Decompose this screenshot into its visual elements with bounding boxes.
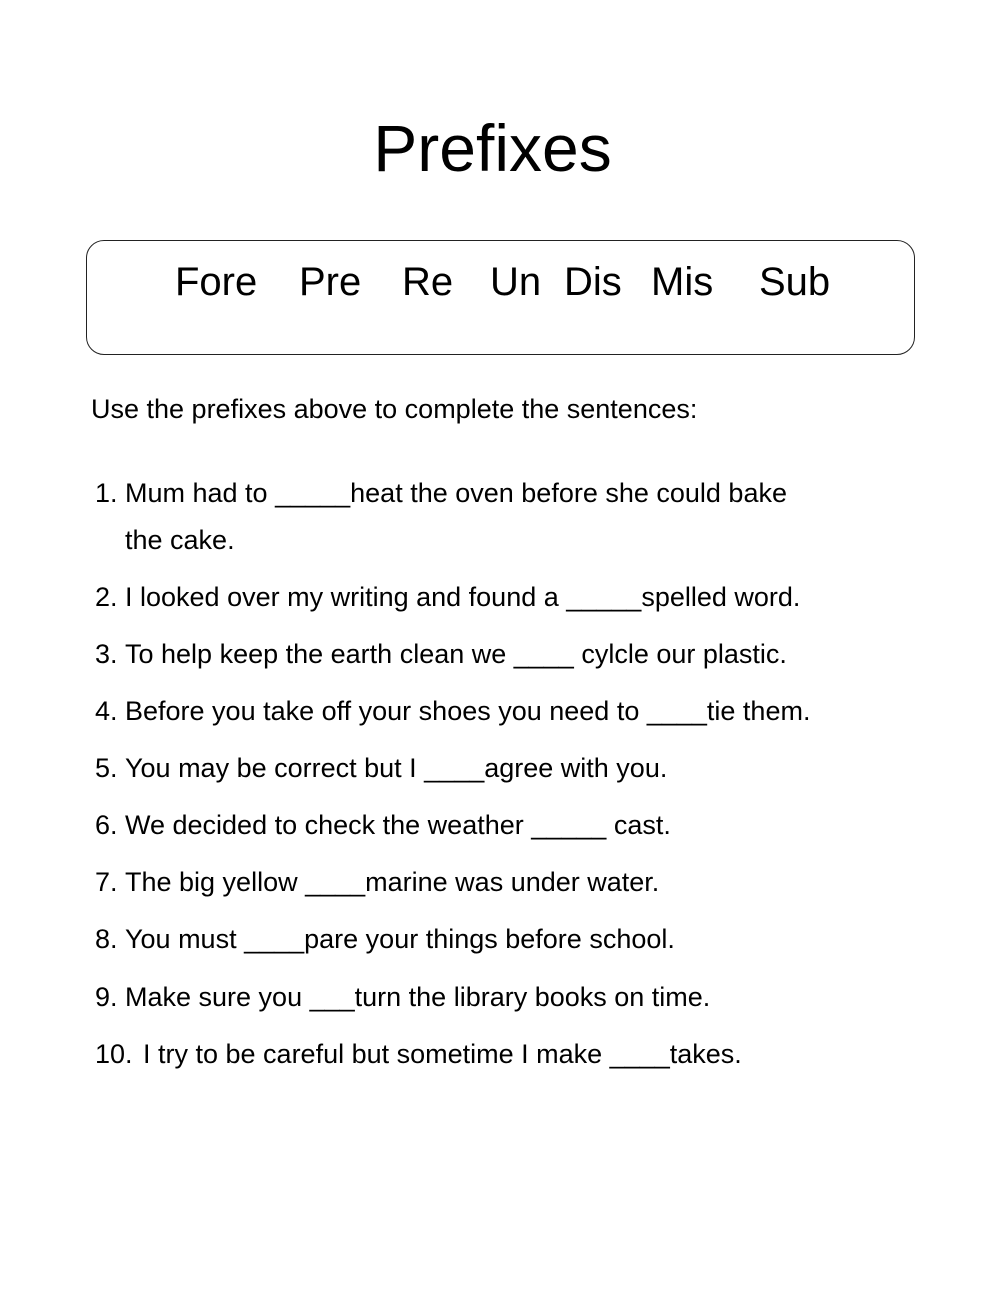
prefix-re: Re — [402, 260, 454, 304]
sentence-text: We decided to check the weather _____ cast. — [125, 810, 671, 840]
sentence-1-continuation: the cake. — [125, 525, 235, 555]
prefix-mis: Mis — [651, 260, 714, 304]
sentence-number: 10. — [95, 1039, 133, 1069]
sentence-number: 1. — [95, 478, 118, 508]
sentence-text: I looked over my writing and found a _____spelled word. — [125, 582, 801, 612]
sentence-number: 7. — [95, 867, 118, 897]
sentence-text: Before you take off your shoes you need to ____tie them. — [125, 696, 811, 726]
sentence-number: 3. — [95, 639, 118, 669]
sentence-text: You may be correct but I ____agree with you. — [125, 753, 668, 783]
sentence-number: 9. — [95, 982, 118, 1012]
prefix-un: Un — [490, 260, 542, 304]
instructions-text: Use the prefixes above to complete the sentences: — [91, 394, 698, 424]
sentence-number: 2. — [95, 582, 118, 612]
sentence-text: I try to be careful but sometime I make ____takes. — [143, 1039, 742, 1069]
sentence-text: Mum had to _____heat the oven before she could bake — [125, 478, 787, 508]
sentence-number: 8. — [95, 924, 118, 954]
sentence-text: You must ____pare your things before school. — [125, 924, 675, 954]
sentence-text: To help keep the earth clean we ____ cylcle our plastic. — [125, 639, 787, 669]
sentence-text: The big yellow ____marine was under water. — [125, 867, 660, 897]
prefix-fore: Fore — [175, 260, 258, 304]
sentence-text: Make sure you ___turn the library books on time. — [125, 982, 711, 1012]
prefix-dis: Dis — [564, 260, 622, 304]
sentence-number: 6. — [95, 810, 118, 840]
sentence-number: 5. — [95, 753, 118, 783]
prefix-sub: Sub — [759, 260, 831, 304]
sentence-number: 4. — [95, 696, 118, 726]
page-title: Prefixes — [373, 111, 612, 185]
prefix-pre: Pre — [299, 260, 362, 304]
